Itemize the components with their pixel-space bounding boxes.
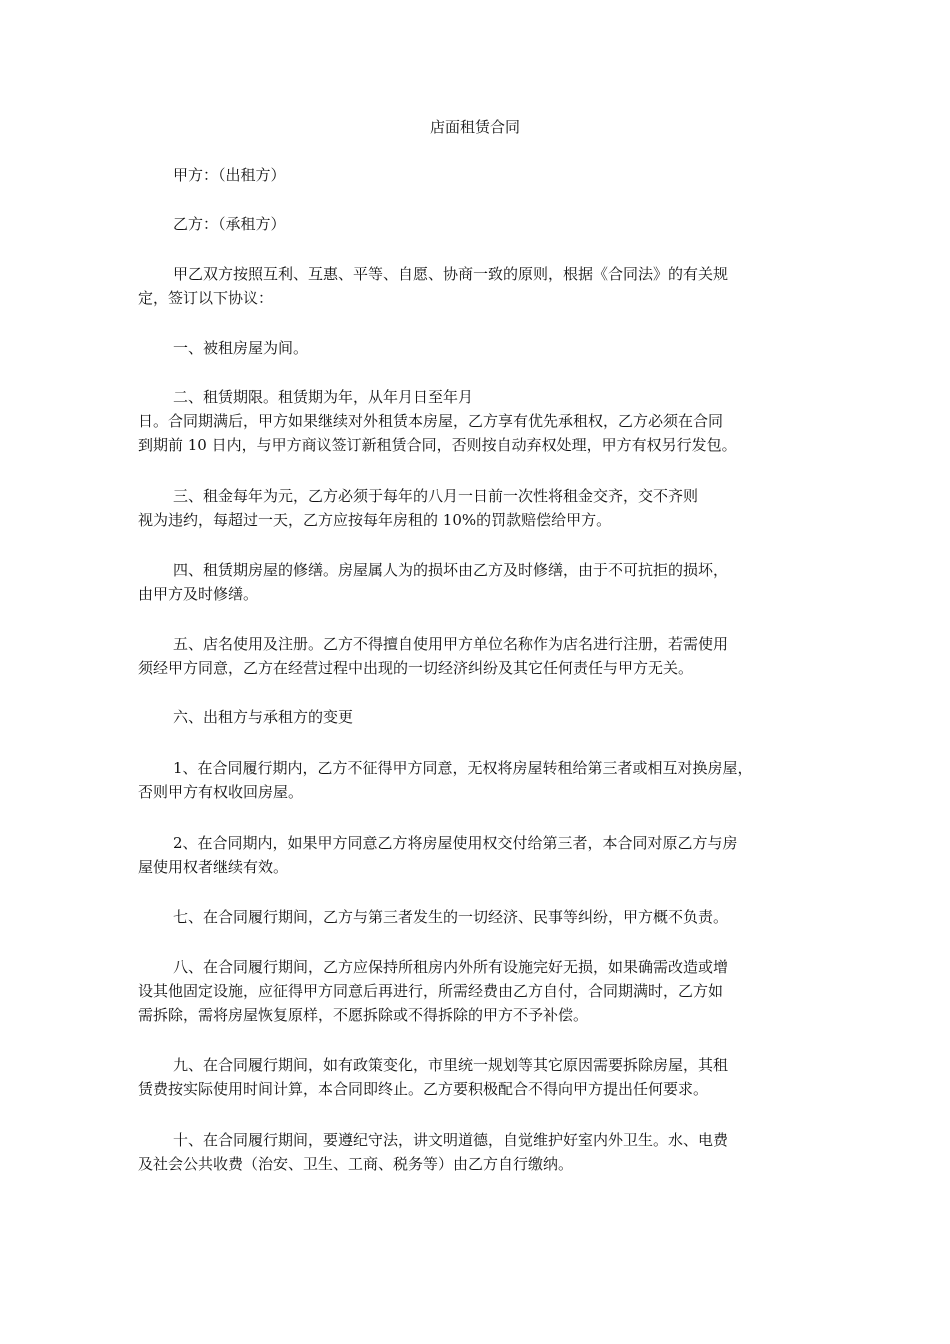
clause-9-paragraph (138, 1053, 810, 1101)
paragraph-line: 及社会公共收费（治安、卫生、工商、税务等）由乙方自行缴纳。 (138, 1155, 574, 1173)
clause-4-paragraph (138, 558, 810, 606)
clause-1-paragraph (138, 336, 810, 360)
paragraph-line: 否则甲方有权收回房屋。 (138, 783, 304, 801)
clause-7-paragraph (138, 905, 810, 929)
clause-2-paragraph (138, 385, 810, 457)
paragraph-line: 需拆除，需将房屋恢复原样，不愿拆除或不得拆除的甲方不予补偿。 (138, 1006, 589, 1024)
paragraph-line: 三、租金每年为元，乙方必须于每年的八月一日前一次性将租金交齐，交不齐则 (173, 487, 699, 505)
paragraph-line: 九、在合同履行期间，如有政策变化，市里统一规划等其它原因需要拆除房屋，其租 (173, 1056, 729, 1074)
clause-10-paragraph (138, 1128, 810, 1176)
paragraph-line: 五、店名使用及注册。乙方不得擅自使用甲方单位名称作为店名进行注册，若需使用 (173, 635, 729, 653)
paragraph-line: 十、在合同履行期间，要遵纪守法，讲文明道德，自觉维护好室内外卫生。水、电费 (173, 1131, 729, 1149)
paragraph-line: 四、租赁期房屋的修缮。房屋属人为的损坏由乙方及时修缮，由于不可抗拒的损坏， (173, 561, 729, 579)
paragraph-line: 乙方：（承租方） (173, 215, 286, 233)
paragraph-line: 六、出租方与承租方的变更 (173, 708, 354, 726)
party-b-paragraph (138, 212, 810, 236)
paragraph-line: 七、在合同履行期间，乙方与第三者发生的一切经济、民事等纠纷，甲方概不负责。 (173, 908, 729, 926)
party-a-paragraph (138, 163, 810, 187)
paragraph-line: 设其他固定设施，应征得甲方同意后再进行，所需经费由乙方自付，合同期满时，乙方如 (138, 982, 724, 1000)
paragraph-line: 1、在合同履行期内，乙方不征得甲方同意，无权将房屋转租给第三者或相互对换房屋， (173, 759, 753, 777)
paragraph-line: 八、在合同履行期间，乙方应保持所租房内外所有设施完好无损，如果确需改造或增 (173, 958, 729, 976)
paragraph-line: 定，签订以下协议： (138, 289, 274, 307)
paragraph-line: 视为违约，每超过一天，乙方应按每年房租的 10%的罚款赔偿给甲方。 (138, 511, 612, 529)
document-title: 店面租赁合同 (429, 118, 520, 136)
clause-5-paragraph (138, 632, 810, 680)
clause-3-paragraph (138, 484, 810, 532)
clause-6-paragraph (138, 705, 810, 729)
paragraph-line: 甲方：（出租方） (173, 166, 286, 184)
clause-6-1-paragraph (138, 756, 810, 804)
paragraph-line: 一、被租房屋为间。 (173, 339, 309, 357)
clause-8-paragraph (138, 955, 810, 1027)
paragraph-line: 二、租赁期限。租赁期为年，从年月日至年月 (173, 388, 474, 406)
paragraph-line: 赁费按实际使用时间计算，本合同即终止。乙方要积极配合不得向甲方提出任何要求。 (138, 1080, 709, 1098)
preamble-paragraph (138, 262, 810, 310)
paragraph-line: 甲乙双方按照互利、互惠、平等、自愿、协商一致的原则，根据《合同法》的有关规 (173, 265, 729, 283)
paragraph-line: 到期前 10 日内，与甲方商议签订新租赁合同，否则按自动弃权处理，甲方有权另行发包。 (138, 436, 737, 454)
paragraph-line: 2、在合同期内，如果甲方同意乙方将房屋使用权交付给第三者，本合同对原乙方与房 (173, 834, 738, 852)
paragraph-line: 由甲方及时修缮。 (138, 585, 259, 603)
paragraph-line: 须经甲方同意，乙方在经营过程中出现的一切经济纠纷及其它任何责任与甲方无关。 (138, 659, 694, 677)
clause-6-2-paragraph (138, 831, 810, 879)
paragraph-line: 屋使用权者继续有效。 (138, 858, 289, 876)
paragraph-line: 日。合同期满后，甲方如果继续对外租赁本房屋，乙方享有优先承租权，乙方必须在合同 (138, 412, 724, 430)
